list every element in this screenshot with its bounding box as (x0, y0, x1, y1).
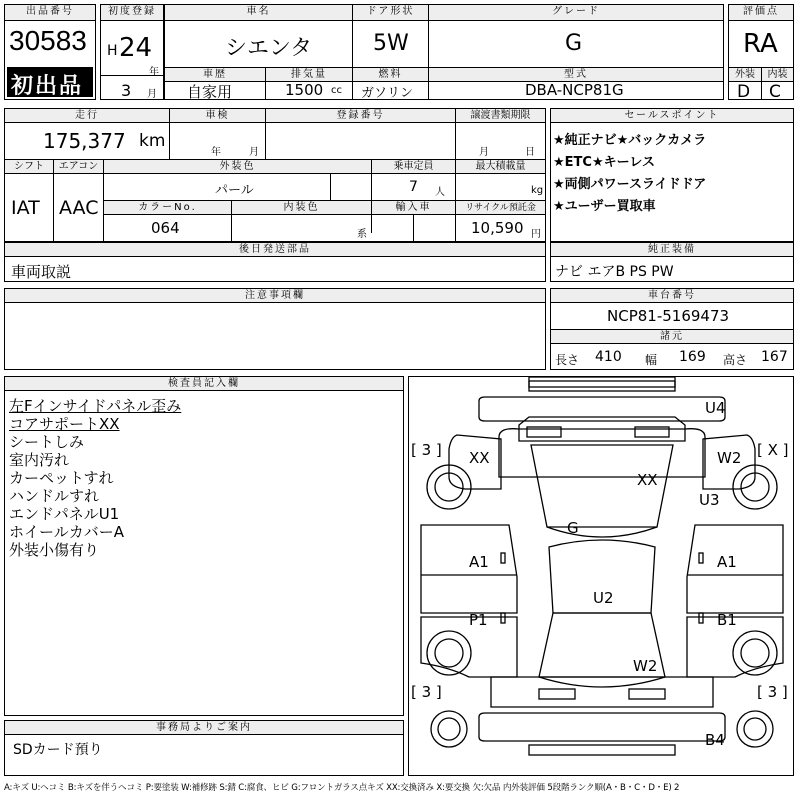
chassis-label: 車台番号 (551, 289, 793, 303)
notes-label: 注意事項欄 (5, 289, 545, 303)
registration-year: 24 (119, 33, 153, 63)
width-value: 169 (679, 349, 706, 365)
width-label: 幅 (645, 353, 658, 367)
inspector-note-line: ハンドルすれ (9, 487, 100, 505)
later-parts-label: 後日発送部品 (5, 243, 545, 257)
max-load-label: 最大積載量 (455, 160, 545, 174)
chassis-number: NCP81-5169473 (607, 307, 730, 325)
color-label: 外装色 (103, 160, 371, 174)
inspector-notes-label: 検査員記入欄 (5, 377, 403, 391)
seats-label: 乗車定員 (371, 160, 455, 174)
fuel-type: ガソリン (361, 86, 414, 101)
door-type: 5W (373, 31, 409, 56)
inspection-label: 車検 (169, 109, 265, 123)
score-cell (728, 4, 794, 100)
mark-xx-left: XX (469, 449, 490, 467)
inspection-month-unit: 月 (249, 147, 259, 158)
lot-number: 30583 (9, 25, 87, 56)
color-number: 064 (151, 219, 180, 237)
mark-g: G (567, 519, 579, 537)
exterior-grade: D (737, 82, 751, 102)
grade-label: グレード (428, 5, 723, 21)
car-name-label: 車名 (165, 5, 352, 21)
length-value: 410 (595, 349, 622, 365)
car-name: シエンタ (225, 36, 313, 61)
mark-bracket-br: [ 3 ] (757, 683, 788, 701)
lot-number-cell (4, 4, 96, 100)
equipment-value: ナビ エアB PS PW (555, 264, 674, 280)
later-parts-value: 車両取説 (11, 263, 72, 281)
mileage-label: 走行 (5, 109, 169, 123)
interior-color-label: 内装色 (231, 201, 371, 215)
inspector-note-line: 左Fインサイドパネル歪み (9, 397, 182, 415)
legend-text: A:キズ U:ヘコミ B:キズを伴うヘコミ P:要塗装 W:補修跡 S:錆 C:腐食、ヒビ G:フロントガラス点キズ XX:交換済み X:要交換 欠:欠品 内外装評価 5段階ランク順(A・B・C・D・E) 2 (4, 783, 680, 793)
details-grid (4, 108, 546, 242)
recycle-fee: 10,590 (471, 219, 524, 237)
inspection-year-unit: 年 (211, 147, 221, 158)
evaluation-score: RA (743, 29, 778, 59)
height-label: 高さ (723, 353, 748, 367)
office-notice-label: 事務局よりご案内 (5, 721, 403, 735)
sales-point-item: ★純正ナビ★バックカメラ (553, 133, 707, 148)
sales-points-label: セールスポイント (551, 109, 793, 123)
mark-a1-left: A1 (469, 553, 489, 571)
sales-point-item: ★両側パワースライドドア (553, 177, 707, 192)
mark-u2: U2 (593, 589, 614, 607)
inspector-note-line: 室内汚れ (9, 451, 70, 469)
mark-b1: B1 (717, 611, 737, 629)
exterior-label: 外装 (729, 68, 761, 82)
model-label: 型式 (428, 68, 723, 82)
interior-grade: C (769, 82, 781, 102)
office-notice-cell (4, 720, 404, 776)
grade: G (565, 31, 583, 56)
first-registration-cell (100, 4, 164, 100)
vehicle-info-cell (164, 4, 724, 100)
mark-p1: P1 (469, 611, 488, 629)
mark-b4: B4 (705, 731, 725, 749)
exterior-color: パール (215, 183, 254, 198)
car-outline (409, 377, 793, 775)
mark-bracket-bl: [ 3 ] (411, 683, 442, 701)
mark-w2-right: W2 (717, 449, 742, 467)
inspector-note-line: ホイールカバーA (9, 523, 124, 541)
inspector-note-line: エンドパネルU1 (9, 505, 120, 523)
mark-a1-right: A1 (717, 553, 737, 571)
equipment-label: 純正装備 (551, 243, 793, 257)
transfer-month-unit: 月 (479, 147, 489, 158)
length-label: 長さ (555, 353, 580, 367)
equipment-cell (550, 242, 794, 282)
aircon-type: AAC (59, 197, 99, 219)
inspector-notes-cell (4, 376, 404, 716)
max-load-unit: kg (531, 185, 544, 196)
color-number-label: カラーNo. (104, 201, 231, 215)
mileage: 175,377 (43, 129, 126, 153)
inspector-note-line: 外装小傷有り (9, 541, 100, 559)
mark-u3: U3 (699, 491, 720, 509)
transfer-day-unit: 日 (525, 147, 535, 158)
fuel-label: 燃料 (352, 68, 428, 82)
specs-label: 諸元 (551, 330, 793, 344)
sales-point-item: ★ユーザー買取車 (553, 199, 656, 214)
car-damage-diagram (408, 376, 794, 776)
model-code: DBA-NCP81G (525, 81, 624, 99)
interior-color-unit: 系 (357, 229, 367, 240)
door-label: ドア形状 (352, 5, 428, 21)
era: H (107, 43, 118, 59)
car-history: 自家用 (187, 83, 233, 101)
mark-u4: U4 (705, 399, 726, 417)
height-value: 167 (761, 349, 788, 365)
lot-number-label: 出品番号 (5, 5, 95, 21)
month-unit: 月 (147, 89, 157, 100)
recycle-unit: 円 (531, 229, 541, 240)
mileage-unit: km (139, 131, 166, 151)
aircon-label: エアコン (53, 160, 103, 174)
first-registration-label: 初度登録 (101, 5, 163, 21)
inspector-note-line: コアサポートXX (9, 415, 120, 433)
registration-number-label: 登録番号 (265, 109, 455, 123)
import-label: 輸入車 (371, 201, 455, 215)
recycle-label: リサイクル預託金 (455, 201, 545, 215)
mark-xx-center: XX (637, 471, 658, 489)
notes-cell (4, 288, 546, 370)
shift-label: シフト (5, 160, 53, 174)
seats-unit: 人 (435, 187, 445, 198)
displacement-label: 排気量 (265, 68, 352, 82)
mark-w2-bottom: W2 (633, 657, 658, 675)
office-notice-value: SDカード預り (13, 742, 103, 758)
displacement: 1500 (285, 81, 324, 99)
mark-bracket-tl: [ 3 ] (411, 441, 442, 459)
chassis-cell (550, 288, 794, 370)
shift-type: IAT (11, 197, 40, 219)
transfer-deadline-label: 譲渡書類期限 (455, 109, 545, 123)
mark-bracket-tr: [ X ] (757, 441, 789, 459)
year-unit: 年 (149, 67, 159, 78)
inspector-note-line: カーペットすれ (9, 469, 114, 487)
seating-capacity: 7 (409, 179, 418, 195)
registration-month: 3 (121, 81, 132, 100)
later-parts-cell (4, 242, 546, 282)
inspector-note-line: シートしみ (9, 433, 85, 451)
interior-label: 内装 (761, 68, 793, 82)
history-label: 車歴 (165, 68, 265, 82)
first-listing-text: 初出品 (11, 74, 84, 99)
score-label: 評価点 (729, 5, 793, 21)
sales-point-item: ★ETC★キーレス (553, 155, 655, 170)
displacement-unit: cc (331, 85, 342, 96)
sales-points-cell (550, 108, 794, 242)
